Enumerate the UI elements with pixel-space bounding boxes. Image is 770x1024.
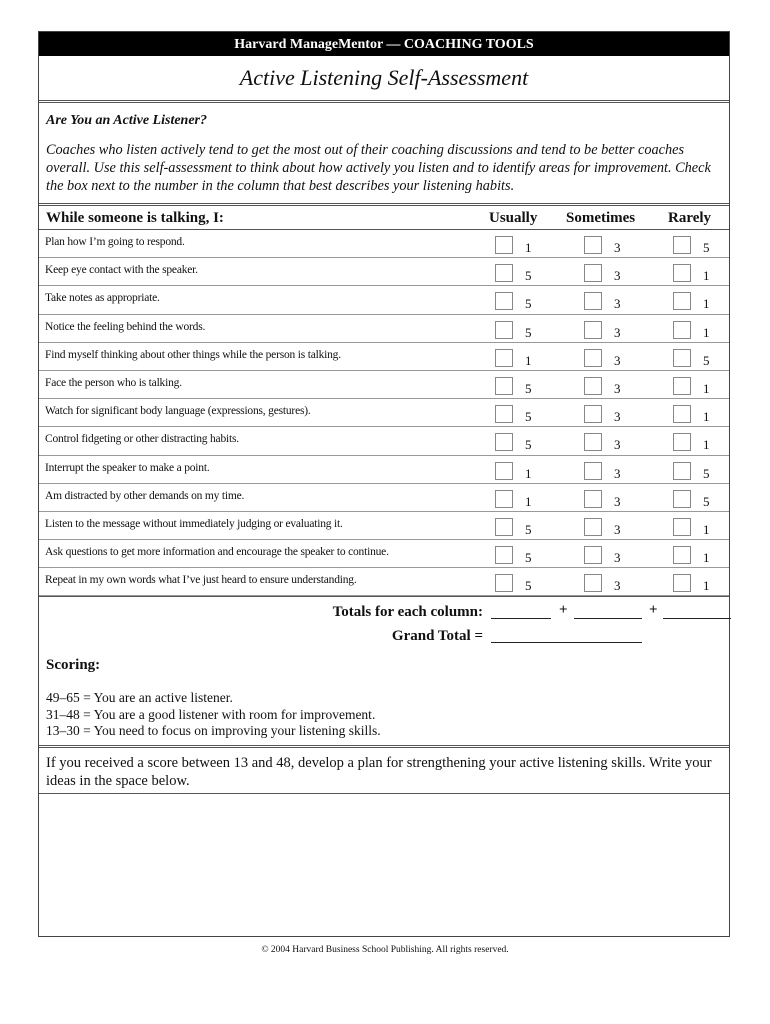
score-value: 1: [703, 296, 710, 312]
score-checkbox[interactable]: [584, 574, 602, 592]
table-row: [39, 371, 729, 399]
intro-section: [39, 103, 729, 203]
score-value: 5: [525, 578, 532, 594]
score-option-usually: [495, 490, 555, 510]
score-checkbox[interactable]: [584, 349, 602, 367]
score-checkbox[interactable]: [584, 433, 602, 451]
score-value: 3: [614, 437, 621, 453]
score-value: 1: [703, 380, 710, 396]
score-option-usually: [495, 546, 555, 566]
row-statement: Repeat in my own words what I’ve just heard to ensure understanding.: [45, 574, 357, 587]
score-value: 1: [703, 409, 710, 425]
score-checkbox[interactable]: [673, 490, 691, 508]
table-row: [39, 343, 729, 371]
row-statement: Ask questions to get more information and encourage the speaker to continue.: [45, 546, 389, 559]
score-option-sometimes: [584, 405, 644, 425]
row-statement: Keep eye contact with the speaker.: [45, 264, 198, 277]
score-option-rarely: [673, 349, 733, 369]
score-value: 3: [614, 380, 621, 396]
score-option-sometimes: [584, 377, 644, 397]
score-value: 1: [525, 352, 532, 368]
score-value: 5: [525, 521, 532, 537]
column-rarely: Rarely: [668, 210, 712, 226]
score-option-sometimes: [584, 433, 644, 453]
score-option-usually: [495, 574, 555, 594]
score-option-sometimes: [584, 462, 644, 482]
score-checkbox[interactable]: [584, 490, 602, 508]
table-lead: While someone is talking, I:: [46, 210, 224, 226]
score-option-usually: [495, 518, 555, 538]
total-sometimes-field[interactable]: [574, 600, 642, 619]
plus-sign: +: [559, 602, 568, 619]
score-checkbox[interactable]: [495, 292, 513, 310]
score-option-sometimes: [584, 574, 644, 594]
score-checkbox[interactable]: [584, 405, 602, 423]
score-checkbox[interactable]: [673, 433, 691, 451]
score-value: 5: [525, 324, 532, 340]
column-sometimes: Sometimes: [566, 210, 636, 226]
score-option-sometimes: [584, 546, 644, 566]
totals-label: Totals for each column:: [332, 604, 483, 621]
score-checkbox[interactable]: [673, 236, 691, 254]
copyright-footer: © 2004 Harvard Business School Publishing. All rights reserved.: [261, 945, 509, 955]
score-value: 1: [525, 240, 532, 255]
score-option-usually: [495, 321, 555, 341]
score-checkbox[interactable]: [673, 321, 691, 339]
score-option-usually: [495, 264, 555, 284]
score-checkbox[interactable]: [673, 377, 691, 395]
score-value: 1: [703, 324, 710, 340]
scoring-line: 31–48 = You are a good listener with room for improvement.: [46, 706, 376, 722]
table-row: [39, 286, 729, 314]
plus-sign: +: [649, 602, 658, 619]
score-value: 1: [703, 521, 710, 537]
row-statement: Find myself thinking about other things while the person is talking.: [45, 348, 341, 361]
score-option-rarely: [673, 321, 733, 341]
scoring-heading: Scoring:: [46, 657, 101, 674]
row-statement: Notice the feeling behind the words.: [45, 320, 206, 333]
score-value: 3: [614, 465, 621, 481]
score-value: 1: [703, 578, 710, 594]
assessment-form: [38, 31, 730, 937]
score-option-rarely: [673, 377, 733, 397]
score-option-rarely: [673, 490, 733, 510]
score-value: 3: [614, 296, 621, 312]
score-option-rarely: [673, 264, 733, 284]
grand-total-field[interactable]: [491, 624, 642, 643]
score-option-rarely: [673, 462, 733, 482]
row-statement: Control fidgeting or other distracting habits.: [45, 433, 239, 446]
score-option-rarely: [673, 292, 733, 312]
score-option-sometimes: [584, 321, 644, 341]
score-checkbox[interactable]: [495, 490, 513, 508]
row-statement: Listen to the message without immediately judging or evaluating it.: [45, 517, 343, 530]
score-option-sometimes: [584, 264, 644, 284]
table-header: [39, 203, 729, 230]
score-option-usually: [495, 292, 555, 312]
score-value: 3: [614, 409, 621, 425]
score-value: 5: [703, 493, 710, 509]
score-checkbox[interactable]: [584, 321, 602, 339]
score-value: 5: [525, 550, 532, 566]
score-checkbox[interactable]: [673, 292, 691, 310]
score-checkbox[interactable]: [495, 546, 513, 564]
score-checkbox[interactable]: [495, 377, 513, 395]
score-value: 5: [703, 240, 710, 255]
score-checkbox[interactable]: [495, 264, 513, 282]
score-option-rarely: [673, 518, 733, 538]
score-checkbox[interactable]: [584, 546, 602, 564]
page-title: Active Listening Self-Assessment: [39, 56, 729, 103]
score-value: 5: [525, 409, 532, 425]
score-checkbox[interactable]: [495, 349, 513, 367]
row-statement: Am distracted by other demands on my time.: [45, 489, 245, 502]
table-row: [39, 315, 729, 343]
brand-header: Harvard ManageMentor — COACHING TOOLS: [39, 32, 729, 56]
plan-prompt: If you received a score between 13 and 48, develop a plan for strengthening your active listening skills. Write your ideas in the space below.: [39, 748, 729, 794]
table-row: [39, 540, 729, 568]
score-option-usually: [495, 462, 555, 482]
scoring-section: [39, 652, 729, 748]
score-option-usually: [495, 349, 555, 369]
score-value: 3: [614, 352, 621, 368]
plan-writing-area[interactable]: [39, 794, 729, 923]
table-row: [39, 258, 729, 286]
score-option-rarely: [673, 574, 733, 594]
score-checkbox[interactable]: [673, 405, 691, 423]
table-row: [39, 512, 729, 540]
score-checkbox[interactable]: [495, 321, 513, 339]
table-row: [39, 399, 729, 427]
score-checkbox[interactable]: [584, 462, 602, 480]
table-row: [39, 568, 729, 596]
table-row: [39, 484, 729, 512]
score-checkbox[interactable]: [584, 518, 602, 536]
score-checkbox[interactable]: [495, 574, 513, 592]
score-checkbox[interactable]: [495, 462, 513, 480]
score-checkbox[interactable]: [584, 377, 602, 395]
score-value: 3: [614, 268, 621, 284]
score-option-rarely: [673, 405, 733, 425]
score-value: 1: [703, 268, 710, 284]
total-usually-field[interactable]: [491, 600, 551, 619]
score-option-sometimes: [584, 292, 644, 312]
score-value: 3: [614, 521, 621, 537]
score-option-rarely: [673, 433, 733, 453]
score-value: 5: [525, 296, 532, 312]
row-statement: Take notes as appropriate.: [45, 292, 160, 305]
intro-question: Are You an Active Listener?: [46, 113, 207, 128]
table-row: [39, 456, 729, 484]
score-value: 1: [525, 465, 532, 481]
score-value: 5: [703, 465, 710, 481]
score-option-rarely: [673, 236, 733, 256]
score-value: 1: [525, 493, 532, 509]
row-statement: Plan how I’m going to respond.: [45, 236, 185, 248]
score-checkbox[interactable]: [495, 518, 513, 536]
score-checkbox[interactable]: [584, 264, 602, 282]
row-statement: Watch for significant body language (expressions, gestures).: [45, 405, 311, 418]
score-checkbox[interactable]: [495, 433, 513, 451]
table-row: [39, 230, 729, 258]
score-option-usually: [495, 377, 555, 397]
intro-paragraph: Coaches who listen actively tend to get the most out of their coaching discussions and tend to be better coaches overall. Use this self-assessment to think about how actively you listen and to identify areas for improvement. Check the box next to the number in the column that best describes your listening habits.: [46, 142, 711, 194]
score-value: 5: [525, 268, 532, 284]
score-value: 3: [614, 550, 621, 566]
assessment-rows: [39, 230, 729, 596]
score-checkbox[interactable]: [673, 546, 691, 564]
scoring-line: 49–65 = You are an active listener.: [46, 690, 233, 706]
score-option-sometimes: [584, 518, 644, 538]
score-option-rarely: [673, 546, 733, 566]
score-value: 3: [614, 578, 621, 594]
score-checkbox[interactable]: [584, 292, 602, 310]
score-checkbox[interactable]: [673, 462, 691, 480]
score-option-sometimes: [584, 236, 644, 256]
score-value: 5: [525, 380, 532, 396]
column-usually: Usually: [489, 210, 538, 226]
score-option-usually: [495, 405, 555, 425]
totals-section: [39, 596, 729, 652]
row-statement: Interrupt the speaker to make a point.: [45, 461, 210, 474]
score-value: 1: [703, 550, 710, 566]
score-checkbox[interactable]: [495, 405, 513, 423]
score-option-usually: [495, 433, 555, 453]
score-checkbox[interactable]: [495, 236, 513, 254]
score-checkbox[interactable]: [673, 574, 691, 592]
score-value: 5: [525, 437, 532, 453]
scoring-line: 13–30 = You need to focus on improving your listening skills.: [46, 723, 381, 739]
score-value: 1: [703, 437, 710, 453]
score-value: 3: [614, 240, 621, 255]
total-rarely-field[interactable]: [663, 600, 731, 619]
score-value: 3: [614, 493, 621, 509]
score-checkbox[interactable]: [584, 236, 602, 254]
grand-total-label: Grand Total =: [391, 628, 483, 645]
row-statement: Face the person who is talking.: [45, 376, 182, 389]
score-checkbox[interactable]: [673, 349, 691, 367]
score-checkbox[interactable]: [673, 264, 691, 282]
score-option-sometimes: [584, 490, 644, 510]
score-option-usually: [495, 236, 555, 256]
table-row: [39, 427, 729, 455]
score-value: 5: [703, 352, 710, 368]
score-value: 3: [614, 324, 621, 340]
score-option-sometimes: [584, 349, 644, 369]
score-checkbox[interactable]: [673, 518, 691, 536]
